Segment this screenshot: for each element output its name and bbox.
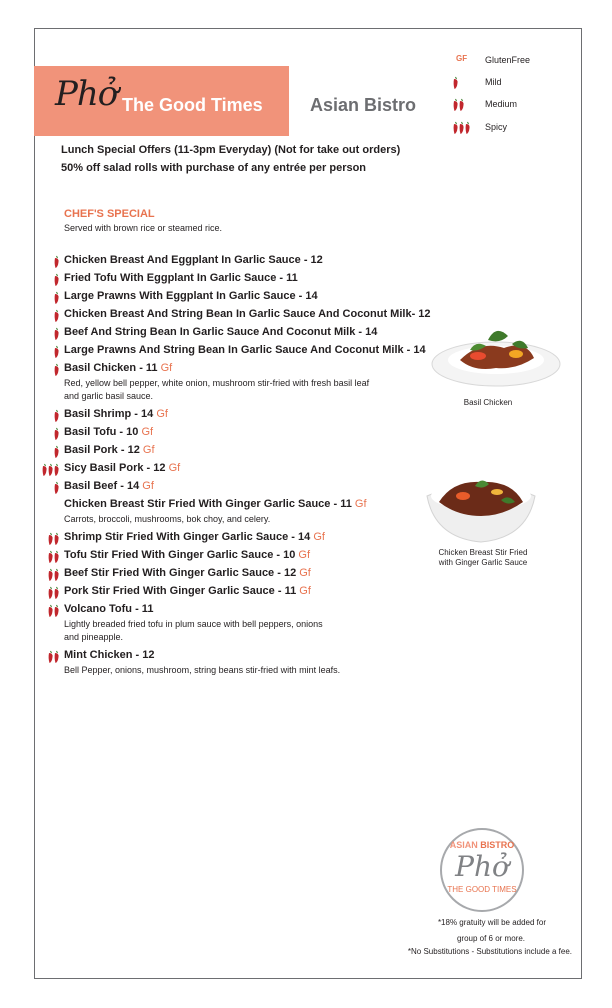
pepper-icon: [53, 481, 61, 495]
menu-item-name: Large Prawns With Eggplant In Garlic Sauce - 14: [64, 290, 318, 302]
pepper-icon: [53, 291, 61, 305]
menu-item-name: Basil Pork - 12: [64, 444, 140, 456]
pepper-icon: [53, 309, 61, 323]
gf-icon: Gf: [299, 567, 311, 579]
pepper-icon: [47, 568, 61, 582]
pepper-icon: [53, 427, 61, 441]
gf-icon: Gf: [160, 362, 173, 374]
gf-icon: Gf: [354, 498, 367, 510]
gf-icon: GF: [456, 54, 468, 63]
menu-item: [64, 254, 323, 266]
menu-item-description: [64, 377, 429, 403]
menu-item: [64, 272, 298, 284]
menu-item-name: Basil Chicken - 11: [64, 362, 158, 374]
caption-line: with Ginger Garlic Sauce: [438, 558, 528, 567]
description-line: and garlic basil sauce.: [64, 391, 154, 401]
legend-label: Medium: [485, 99, 518, 109]
menu-item-name: Tofu Stir Fried With Ginger Garlic Sauce - 10: [64, 549, 296, 561]
menu-item-name: Chicken Breast And String Bean In Garlic Sauce And Coconut Milk- 12: [64, 308, 431, 320]
menu-item-name: Pork Stir Fried With Ginger Garlic Sauce - 11: [64, 585, 297, 597]
menu-item-name: Sicy Basil Pork - 12: [64, 462, 166, 474]
menu-item-name: Basil Shrimp - 14: [64, 408, 154, 420]
menu-item: [64, 326, 377, 338]
pepper-icon: [53, 273, 61, 287]
pepper-icon: [47, 532, 61, 546]
gf-icon: Gf: [299, 585, 311, 597]
gf-icon: Gf: [156, 408, 168, 420]
lunch-line: 50% off salad rolls with purchase of any entrée per person: [61, 162, 367, 174]
gf-icon: Gf: [142, 444, 155, 456]
pepper-icon: [53, 363, 61, 377]
photo-caption: [440, 398, 536, 408]
basil-chicken-photo: [430, 320, 562, 388]
pepper-icon: [452, 76, 480, 92]
brand-script: Phở: [55, 74, 118, 114]
menu-item: [64, 531, 325, 543]
lunch-special: [61, 141, 400, 177]
logo-bottom: THE GOOD TIMES: [447, 885, 517, 894]
menu-item-name: Basil Beef - 14: [64, 480, 140, 492]
gf-icon: Gf: [142, 480, 154, 492]
menu-item-name: Chicken Breast Stir Fried With Ginger Garlic Sauce - 11: [64, 498, 352, 510]
menu-item: [64, 362, 172, 374]
menu-item-description: [64, 618, 429, 644]
gf-icon: Gf: [313, 531, 325, 543]
menu-item: [64, 498, 367, 510]
menu-item-name: Fried Tofu With Eggplant In Garlic Sauce - 11: [64, 272, 298, 284]
legend-label: GlutenFree: [485, 55, 531, 65]
pepper-icon: [53, 409, 61, 423]
menu-item: [64, 480, 154, 492]
description-line: Red, yellow bell pepper, white onion, mushroom stir-fried with fresh basil leaf: [64, 378, 370, 388]
legend-label: Mild: [485, 77, 502, 87]
menu-item-name: Beef And String Bean In Garlic Sauce And Coconut Milk - 14: [64, 326, 378, 338]
menu-item-name: Volcano Tofu - 11: [64, 603, 154, 615]
description-line: and pineapple.: [64, 632, 124, 642]
caption-line: Basil Chicken: [463, 398, 513, 407]
menu-item: [64, 549, 310, 561]
chicken-ginger-photo: [423, 472, 539, 544]
description-line: Bell Pepper, onions, mushroom, string beans stir-fried with mint leafs.: [64, 665, 341, 675]
footnote: group of 6 or more.: [456, 934, 525, 943]
lunch-line: Lunch Special Offers (11-3pm Everyday) (Not for take out orders): [61, 144, 401, 156]
logo-top-b: BISTRO: [480, 840, 515, 850]
pepper-icon: [53, 345, 61, 359]
footnote: *No Substitutions - Substitutions include a fee.: [407, 947, 572, 956]
brand-subtitle: Asian Bistro: [310, 95, 417, 115]
menu-item: [64, 585, 311, 597]
description-line: Carrots, broccoli, mushrooms, bok choy, and celery.: [64, 514, 271, 524]
pepper-icon: [53, 445, 61, 459]
menu-item: [64, 308, 431, 320]
menu-item: [64, 344, 426, 356]
bistro-logo: [440, 828, 524, 912]
pepper-icon: [452, 121, 480, 137]
logo-top-a: ASIAN: [449, 840, 478, 850]
footnote: *18% gratuity will be added for: [437, 918, 546, 927]
pepper-icon: [452, 98, 480, 114]
legend-label: Spicy: [485, 122, 508, 132]
menu-item-description: [64, 513, 429, 526]
menu-item-name: Shrimp Stir Fried With Ginger Garlic Sauce - 14: [64, 531, 311, 543]
pepper-icon: [47, 650, 61, 664]
pepper-icon: [47, 604, 61, 618]
description-line: Lightly breaded fried tofu in plum sauce with bell peppers, onions: [64, 619, 323, 629]
caption-line: Chicken Breast Stir Fried: [438, 548, 528, 557]
pepper-icon: [53, 255, 61, 269]
menu-item: [64, 603, 153, 615]
pepper-icon: [47, 586, 61, 600]
pepper-icon: [47, 550, 61, 564]
gf-icon: Gf: [141, 426, 154, 438]
menu-item: [64, 408, 168, 420]
section-title: CHEF'S SPECIAL: [64, 208, 155, 220]
menu-item-name: Chicken Breast And Eggplant In Garlic Sauce - 12: [64, 254, 323, 266]
gf-icon: Gf: [168, 462, 181, 474]
photo-caption: [430, 548, 536, 568]
menu-item: [64, 444, 155, 456]
menu-item: [64, 649, 154, 661]
menu-item-name: Large Prawns And String Bean In Garlic Sauce And Coconut Milk - 14: [64, 344, 426, 356]
brand-name: The Good Times: [122, 95, 263, 115]
pepper-icon: [41, 463, 61, 477]
gf-icon: Gf: [298, 549, 311, 561]
menu-item-name: Beef Stir Fried With Ginger Garlic Sauce - 12: [64, 567, 297, 579]
logo-script: Phở: [455, 850, 509, 883]
menu-item: [64, 290, 318, 302]
pepper-icon: [53, 327, 61, 341]
menu-item: [64, 462, 180, 474]
logo-top: [442, 840, 522, 850]
menu-item: [64, 426, 153, 438]
menu-item: [64, 567, 311, 579]
menu-item-name: Basil Tofu - 10: [64, 426, 139, 438]
section-subtitle: Served with brown rice or steamed rice.: [64, 223, 223, 233]
menu-item-description: [64, 664, 429, 677]
menu-item-name: Mint Chicken - 12: [64, 649, 155, 661]
